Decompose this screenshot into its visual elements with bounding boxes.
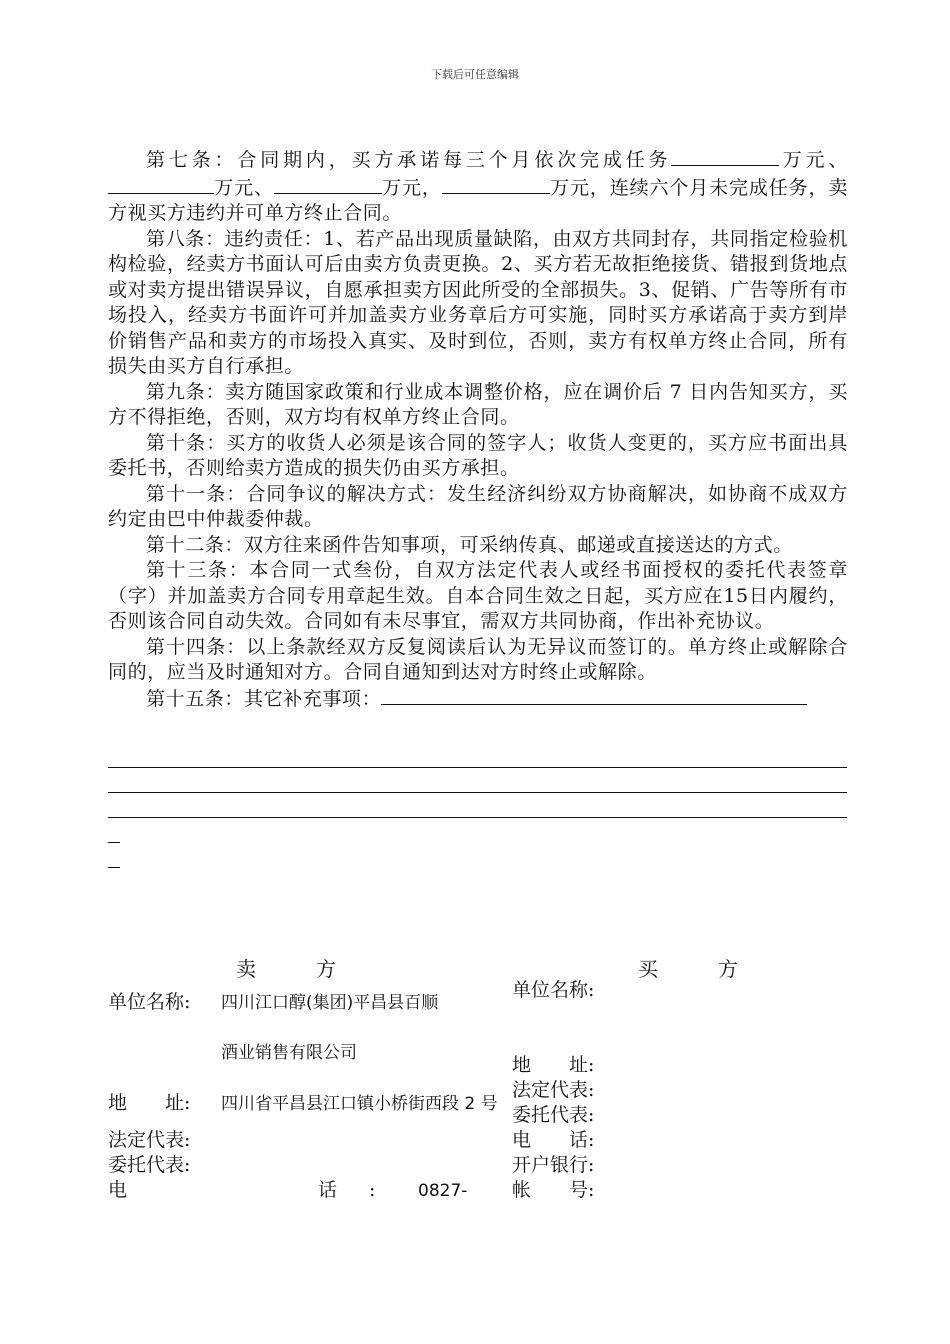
article-7-tail: 万元，连续六个月未完成任务，卖方视买方违约并可单方终止合同。 — [108, 176, 848, 224]
buyer-agent-label: 委托代表: — [512, 1104, 595, 1126]
seller-phone-label-1: 电 — [108, 1179, 128, 1201]
article-13: 第十三条：本合同一式叁份，自双方法定代表人或经书面授权的委托代表签章（字）并加盖卖方合同专用章起生效。自本合同生效之日起，买方应在15日内履约，否则该合同自动失效。合同如有未尽事宜，需双方共同协商，作出补充协议。 — [108, 559, 848, 632]
article-9: 第九条：卖方随国家政策和行业成本调整价格，应在调价后 7 日内告知买方，买方不得拒绝，否则，双方均有权单方终止合同。 — [108, 380, 848, 428]
article-12: 第十二条：双方往来函件告知事项，可采纳传真、邮递或直接送达的方式。 — [146, 533, 793, 556]
buyer-unit-label: 单位名称: — [512, 979, 595, 1001]
page-header-note: 下载后可任意编辑 — [431, 68, 519, 81]
article-7-lead: 第七条：合同期内，买方承诺每三个月依次完成任务 — [146, 149, 672, 171]
article-15 — [108, 686, 848, 713]
unit-1: 万元、 — [779, 149, 848, 171]
buyer-account-label: 帐 号: — [512, 1179, 595, 1201]
buyer-address-label: 地 址: — [512, 1054, 595, 1076]
seller-unit-value-2: 酒业销售有限公司 — [221, 1043, 357, 1063]
article-10: 第十条：买方的收货人必须是该合同的签字人；收货人变更的，买方应书面出具委托书，否则给卖方造成的损失仍由买方承担。 — [108, 431, 848, 479]
seller-agent-label: 委托代表: — [108, 1154, 191, 1176]
article-8: 第八条：违约责任：1、若产品出现质量缺陷，由双方共同封存，共同指定检验机构检验，经卖方书面认可后由卖方负责更换。2、买方若无故拒绝接货、错报到货地点或对卖方提出错误异议，自愿承担卖方因此所受的全部损失。3、促销、广告等所有市场投入，经卖方书面许可并加盖卖方业务章后方可实施，同时买方承诺高于卖方到岸价销售产品和卖方的市场投入真实、及时到位，否则，卖方有权单方终止合同，所有损失由买方自行承担。 — [108, 227, 848, 377]
buyer-phone-label: 电 话: — [512, 1129, 595, 1151]
supplement-line-2[interactable] — [108, 767, 847, 768]
article-15-label: 第十五条：其它补充事项： — [146, 687, 382, 710]
article-11: 第十一条：合同争议的解决方式：发生经济纠纷双方协商解决，如协商不成双方约定由巴中仲裁委仲裁。 — [108, 482, 848, 530]
supplement-blank-line[interactable] — [381, 686, 807, 705]
seller-phone-colon: : — [369, 1179, 376, 1201]
article-14: 第十四条：以上条款经双方反复阅读后认为无异议而签订的。单方终止或解除合同的，应当及时通知对方。合同自通知到达对方时终止或解除。 — [108, 635, 848, 683]
contract-body — [108, 146, 848, 712]
unit-3: 万元， — [381, 176, 442, 199]
seller-address-label: 地 址: — [108, 1092, 191, 1114]
supplement-dash-1 — [108, 842, 120, 843]
seller-heading: 卖 方 — [236, 957, 336, 981]
buyer-bank-label: 开户银行: — [512, 1154, 595, 1176]
seller-legal-rep-label: 法定代表: — [108, 1129, 191, 1151]
supplement-dash-2 — [108, 867, 120, 868]
seller-unit-label: 单位名称: — [108, 991, 191, 1013]
blank-amount-2[interactable] — [108, 174, 214, 194]
buyer-heading: 买 方 — [638, 957, 738, 981]
seller-unit-value-1: 四川江口醇(集团)平昌县百顺 — [221, 993, 439, 1013]
blank-amount-4[interactable] — [442, 174, 550, 194]
unit-2: 万元、 — [214, 176, 274, 199]
supplement-line-3[interactable] — [108, 792, 847, 793]
seller-phone-label-2: 话 — [318, 1179, 338, 1201]
blank-amount-3[interactable] — [274, 174, 382, 194]
seller-phone-value: 0827- — [418, 1181, 468, 1201]
article-7 — [108, 146, 848, 227]
buyer-legal-rep-label: 法定代表: — [512, 1079, 595, 1101]
seller-address-value: 四川省平昌县江口镇小桥街西段 2 号 — [221, 1094, 498, 1114]
blank-amount-1[interactable] — [671, 146, 779, 166]
supplement-line-4[interactable] — [108, 817, 847, 818]
